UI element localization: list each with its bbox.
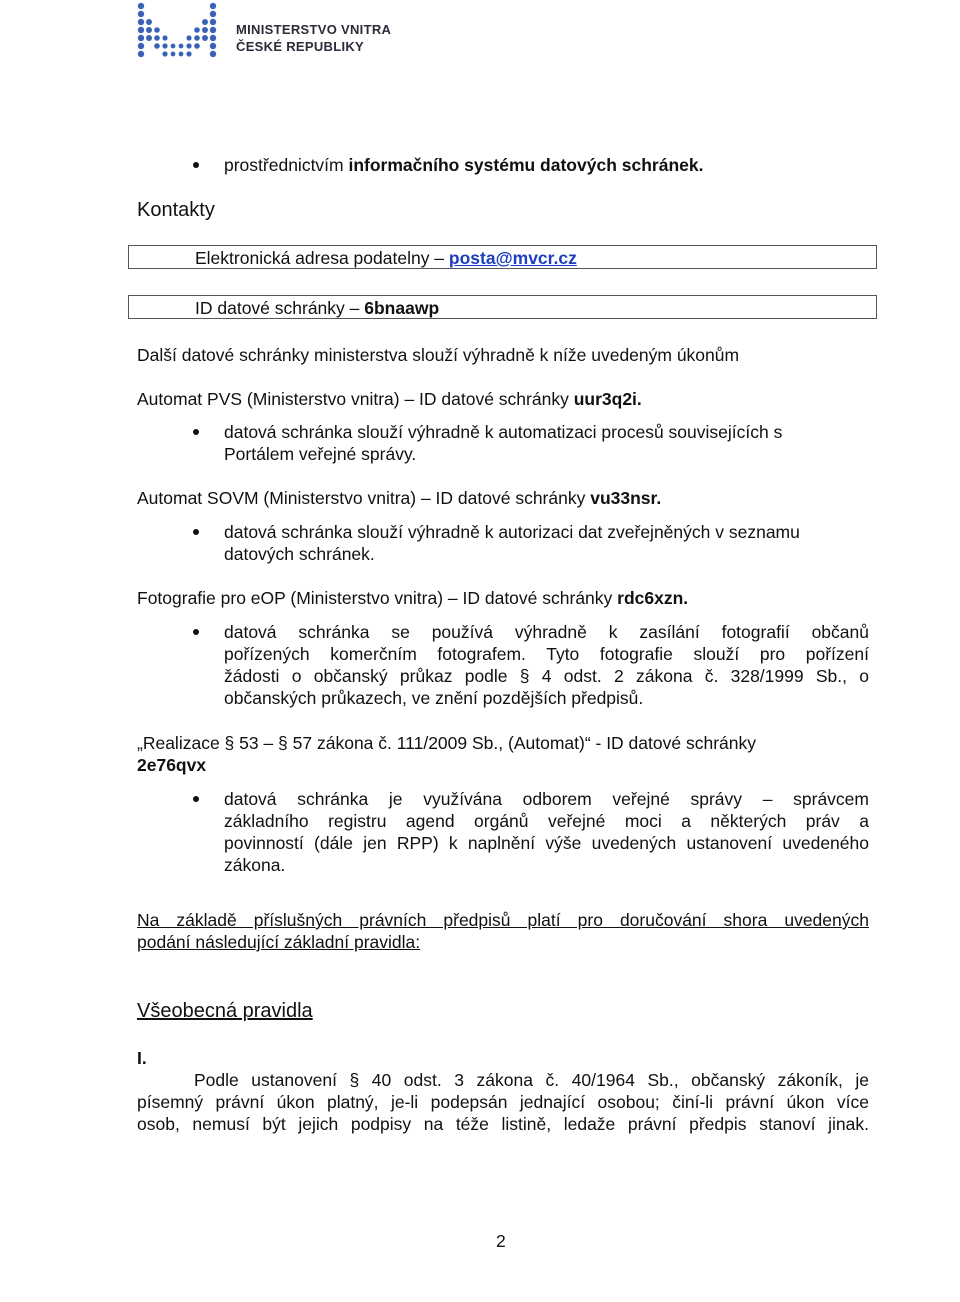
realizace-bullet-line-1: datová schránka je využívána odborem veřejné správy – správcem: [224, 789, 869, 809]
box-2-title-text: Automat SOVM (Ministerstvo vnitra) – ID datové schránky: [137, 488, 591, 508]
general-line-2: písemný právní úkon platný, je-li podepsán jednající osobou; činí-li právní úkon více: [137, 1092, 869, 1112]
realizace-block: [137, 732, 869, 776]
page-number: 2: [496, 1231, 506, 1251]
box-2-title: [137, 487, 661, 509]
other-boxes-intro: Další datové schránky ministerstva slouží výhradně k níže uvedeným úkonům: [137, 345, 740, 365]
email-box: [128, 245, 877, 269]
box-3-bullet-line-4: občanských průkazech, ve znění pozdějších předpisů.: [224, 688, 644, 708]
general-line-1: Podle ustanovení § 40 odst. 3 zákona č. 40/1964 Sb., občanský zákoník, je: [194, 1070, 869, 1090]
box-2-id: vu33nsr.: [590, 488, 662, 508]
realizace-line-1: „Realizace § 53 – § 57 zákona č. 111/2009 Sb., (Automat)“ - ID datové schránky: [137, 733, 756, 753]
realizace-bullet-line-4: zákona.: [224, 855, 286, 875]
realizace-id: 2e76qvx: [137, 755, 207, 775]
legal-intro: [137, 909, 869, 953]
general-line-3: osob, nemusí být jejich podpisy na téže listině, ledaže právní předpis stanoví jinak.: [137, 1114, 869, 1134]
ministry-logo-text: [236, 21, 391, 55]
box-3-bullet-line-3: žádosti o občanský průkaz podle § 4 odst. 2 zákona č. 328/1999 Sb., o: [224, 666, 869, 686]
box-3-bullet-line-2: pořízených komerčním fotografem. Tyto fotografie slouží pro pořízení: [224, 644, 869, 664]
ministry-logo-icon: [137, 2, 223, 62]
logo-line-2: ČESKÉ REPUBLIKY: [236, 39, 365, 54]
id-box: [128, 295, 877, 319]
box-1-bullet-line-1: datová schránka slouží výhradně k automatizaci procesů souvisejících s: [224, 422, 783, 442]
intro-bullet-prefix: prostřednictvím: [224, 155, 349, 175]
box-1-bullet: [224, 421, 869, 465]
realizace-bullet: [224, 788, 869, 876]
logo-line-1: MINISTERSTVO VNITRA: [236, 22, 392, 37]
section-numeral: I.: [137, 1048, 147, 1068]
box-2-bullet: [224, 521, 869, 565]
box-1-bullet-line-2: Portálem veřejné správy.: [224, 444, 417, 464]
box-3-bullet: [224, 621, 869, 709]
id-value: 6bnaawp: [364, 298, 440, 318]
contacts-heading: Kontakty: [137, 199, 215, 221]
email-row: [195, 247, 577, 269]
general-rules-paragraph: [137, 1069, 869, 1135]
legal-intro-line-2: podání následující základní pravidla:: [137, 932, 421, 952]
id-label: ID datové schránky –: [195, 298, 365, 318]
realizace-bullet-line-3: povinností (dále jen RPP) k naplnění výše uvedených ustanovení uvedeného: [224, 833, 869, 853]
box-1-title-text: Automat PVS (Ministerstvo vnitra) – ID datové schránky: [137, 389, 574, 409]
box-3-title-text: Fotografie pro eOP (Ministerstvo vnitra) – ID datové schránky: [137, 588, 618, 608]
general-rules-heading: Všeobecná pravidla: [137, 1000, 313, 1022]
realizace-bullet-line-2: základního registru agend orgánů veřejné moci a některých práv a: [224, 811, 869, 831]
box-2-bullet-line-1: datová schránka slouží výhradně k autorizaci dat zveřejněných v seznamu: [224, 522, 800, 542]
box-2-bullet-line-2: datových schránek.: [224, 544, 375, 564]
box-3-bullet-line-1: datová schránka se používá výhradně k zasílání fotografií občanů: [224, 622, 869, 642]
email-link[interactable]: posta@mvcr.cz: [448, 248, 577, 268]
id-row: [195, 297, 439, 319]
legal-intro-line-1: Na základě příslušných právních předpisů platí pro doručování shora uvedených: [137, 910, 869, 930]
box-3-id: rdc6xzn.: [617, 588, 689, 608]
intro-bullet: [224, 154, 703, 176]
box-1-id: uur3q2i.: [573, 389, 642, 409]
intro-bullet-bold: informačního systému datových schránek.: [348, 155, 704, 175]
email-label: Elektronická adresa podatelny –: [195, 248, 449, 268]
box-3-title: [137, 587, 688, 609]
box-1-title: [137, 388, 642, 410]
